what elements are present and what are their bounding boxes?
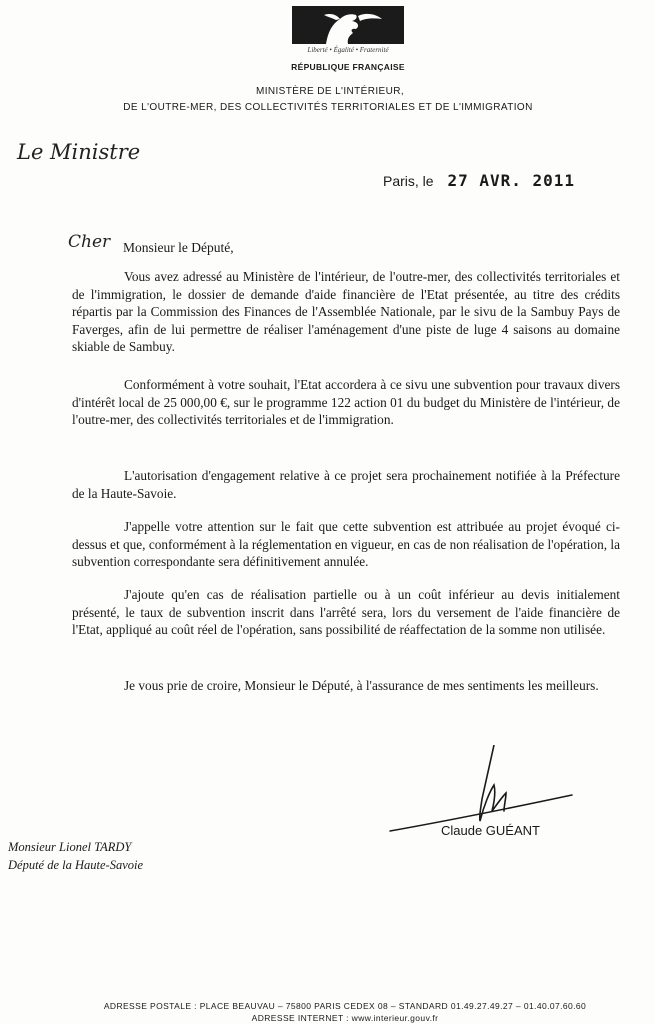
marianne-profile-icon <box>292 6 404 44</box>
recipient-name: Monsieur Lionel TARDY <box>8 840 132 854</box>
dateline <box>383 171 575 190</box>
paragraph-partial: J'ajoute qu'en cas de réalisation partielle ou à un coût inférieur au devis initialement présenté, le taux de subvention inscrit dans l'arrêté sera, lors du versement de l'aide financière de l'Etat, appliqué au coût réel de l'opération, sans possibilité de réaffectation de la somme non utilisée. <box>72 587 620 637</box>
handwritten-greeting: Cher <box>68 232 111 252</box>
paragraph-attention: J'appelle votre attention sur le fait que cette subvention est attribuée au projet évoqué ci-dessus et que, conformément à la réglementation en vigueur, en cas de non réalisation de l'opération, la subvention correspondante sera définitivement annulée. <box>72 519 620 569</box>
handwritten-le-ministre: Le Ministre <box>17 140 141 164</box>
paragraph-subsidy: Conformément à votre souhait, l'Etat accordera à ce sivu une subvention pour travaux divers d'intérêt local de 25 000,00 €, sur le programme 122 action 01 du budget du Ministère de l'intérieur, de l'outre-mer, des collectivités territoriales et de l'immigration. <box>72 377 620 427</box>
republic-name: RÉPUBLIQUE FRANÇAISE <box>291 62 405 72</box>
signatory-name: Claude GUÉANT <box>441 823 540 838</box>
footer-postal-address: ADRESSE POSTALE : PLACE BEAUVAU – 75800 PARIS CEDEX 08 – STANDARD 01.49.27.49.27 – 01.40.07.60.60 <box>103 1001 587 1011</box>
recipient-block <box>8 838 143 874</box>
paragraph-closing: Je vous prie de croire, Monsieur le Député, à l'assurance de mes sentiments les meilleurs. <box>124 678 599 693</box>
paragraph-authorization: L'autorisation d'engagement relative à ce projet sera prochainement notifiée à la Préfecture de la Haute-Savoie. <box>72 468 620 501</box>
paragraph-request: Vous avez adressé au Ministère de l'intérieur, de l'outre-mer, des collectivités territoriales et de l'immigration, le dossier de demande d'aide financière de l'Etat présentée, au titre des crédits répartis par la Commission des Finances de l'Assemblée Nationale, par le sivu de la Sambuy Pays de Faverges, afin de lui permettre de réaliser l'aménagement d'une piste de luge 4 saisons au domaine skiable de Sambuy. <box>72 269 620 354</box>
date-stamp: 27 AVR. 2011 <box>447 171 576 190</box>
ministry-name-line2: DE L'OUTRE-MER, DES COLLECTIVITÉS TERRITORIALES ET DE L'IMMIGRATION <box>123 102 533 113</box>
recipient-title: Député de la Haute-Savoie <box>8 858 144 872</box>
footer-internet-address: ADRESSE INTERNET : www.interieur.gouv.fr <box>251 1013 439 1023</box>
dateline-place: Paris, le <box>383 173 434 189</box>
salutation: Monsieur le Député, <box>123 240 234 255</box>
republic-motto: Liberté • Égalité • Fraternité <box>307 46 389 54</box>
marianne-logo <box>292 6 404 44</box>
ministry-name-line1: MINISTÈRE DE L'INTÉRIEUR, <box>255 86 405 97</box>
